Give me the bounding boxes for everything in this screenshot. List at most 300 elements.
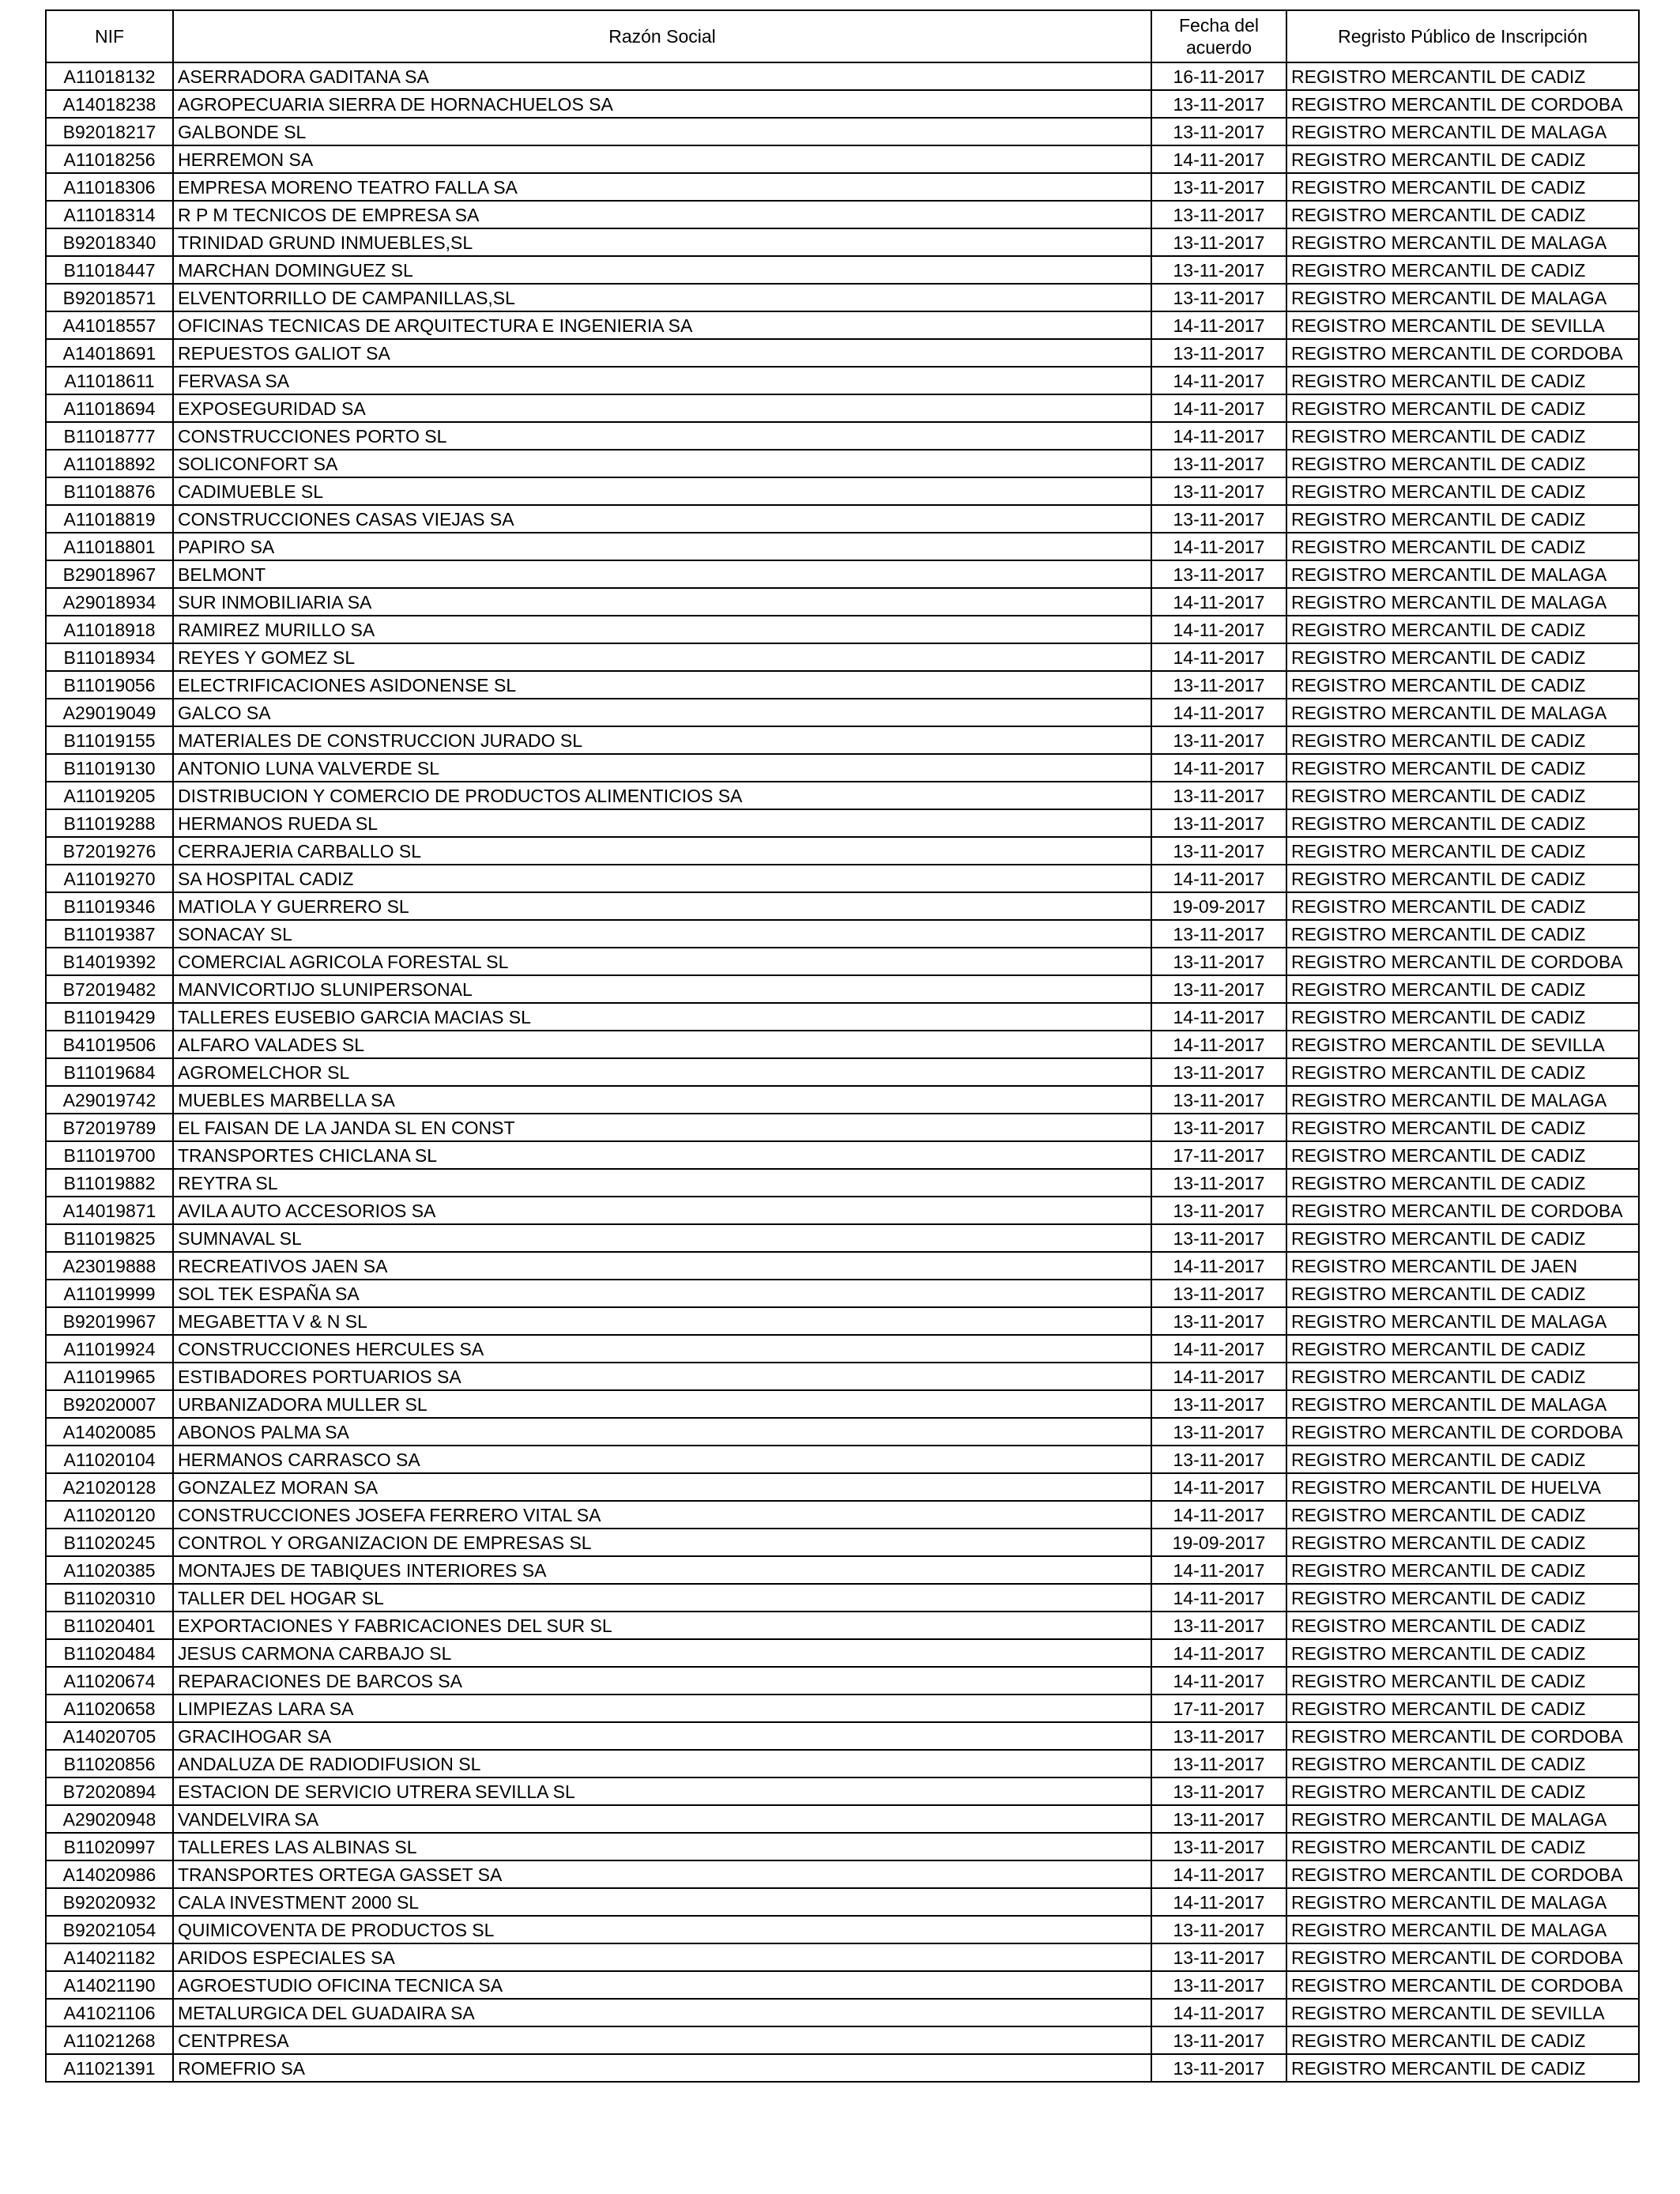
table-row [46, 920, 1639, 948]
cell-nif: B41019506 [46, 1031, 173, 1058]
cell-registro: REGISTRO MERCANTIL DE SEVILLA [1286, 311, 1639, 339]
cell-registro: REGISTRO MERCANTIL DE CADIZ [1286, 809, 1639, 837]
cell-nif: A14021190 [46, 1971, 173, 1999]
cell-nif: A41018557 [46, 311, 173, 339]
table-row [46, 1999, 1639, 2026]
cell-nif: B72019276 [46, 837, 173, 865]
cell-fecha-acuerdo: 14-11-2017 [1151, 394, 1286, 422]
cell-registro: REGISTRO MERCANTIL DE CADIZ [1286, 1141, 1639, 1169]
cell-fecha-acuerdo: 13-11-2017 [1151, 1418, 1286, 1446]
cell-fecha-acuerdo: 13-11-2017 [1151, 201, 1286, 228]
cell-razon-social: CENTPRESA [173, 2026, 1151, 2054]
cell-razon-social: VANDELVIRA SA [173, 1805, 1151, 1833]
cell-fecha-acuerdo: 13-11-2017 [1151, 505, 1286, 533]
header-fecha-acuerdo [1151, 10, 1286, 62]
cell-registro: REGISTRO MERCANTIL DE MALAGA [1286, 284, 1639, 311]
cell-registro: REGISTRO MERCANTIL DE CADIZ [1286, 367, 1639, 394]
cell-razon-social: TRANSPORTES CHICLANA SL [173, 1141, 1151, 1169]
table-row [46, 62, 1639, 90]
cell-razon-social: EL FAISAN DE LA JANDA SL EN CONST [173, 1114, 1151, 1141]
table-row [46, 1584, 1639, 1612]
cell-razon-social: EXPORTACIONES Y FABRICACIONES DEL SUR SL [173, 1612, 1151, 1639]
table-row [46, 865, 1639, 892]
table-row [46, 533, 1639, 560]
cell-razon-social: CONSTRUCCIONES PORTO SL [173, 422, 1151, 450]
cell-razon-social: AGROMELCHOR SL [173, 1058, 1151, 1086]
cell-registro: REGISTRO MERCANTIL DE CORDOBA [1286, 1860, 1639, 1888]
header-razon-social: Razón Social [173, 10, 1151, 62]
cell-registro: REGISTRO MERCANTIL DE CADIZ [1286, 1750, 1639, 1777]
cell-registro: REGISTRO MERCANTIL DE CADIZ [1286, 671, 1639, 699]
cell-fecha-acuerdo: 14-11-2017 [1151, 1667, 1286, 1695]
table-row [46, 1833, 1639, 1860]
cell-registro: REGISTRO MERCANTIL DE CADIZ [1286, 1639, 1639, 1667]
cell-nif: B72019789 [46, 1114, 173, 1141]
cell-nif: A11020674 [46, 1667, 173, 1695]
cell-razon-social: TRANSPORTES ORTEGA GASSET SA [173, 1860, 1151, 1888]
cell-razon-social: SA HOSPITAL CADIZ [173, 865, 1151, 892]
table-row [46, 2054, 1639, 2082]
table-row [46, 1860, 1639, 1888]
cell-nif: A11018132 [46, 62, 173, 90]
document-page [45, 9, 1638, 2083]
cell-fecha-acuerdo: 13-11-2017 [1151, 450, 1286, 477]
cell-registro: REGISTRO MERCANTIL DE CADIZ [1286, 1003, 1639, 1031]
cell-nif: A11018918 [46, 616, 173, 643]
cell-registro: REGISTRO MERCANTIL DE CADIZ [1286, 256, 1639, 284]
cell-registro: REGISTRO MERCANTIL DE CORDOBA [1286, 1943, 1639, 1971]
cell-nif: B11019056 [46, 671, 173, 699]
cell-razon-social: MARCHAN DOMINGUEZ SL [173, 256, 1151, 284]
cell-nif: A11018892 [46, 450, 173, 477]
table-row [46, 671, 1639, 699]
cell-nif: A14021182 [46, 1943, 173, 1971]
cell-registro: REGISTRO MERCANTIL DE CADIZ [1286, 1363, 1639, 1390]
table-row [46, 256, 1639, 284]
cell-razon-social: REPARACIONES DE BARCOS SA [173, 1667, 1151, 1695]
cell-fecha-acuerdo: 16-11-2017 [1151, 62, 1286, 90]
table-row [46, 1169, 1639, 1197]
cell-nif: A14018691 [46, 339, 173, 367]
cell-nif: A11018694 [46, 394, 173, 422]
table-row [46, 1086, 1639, 1114]
cell-razon-social: DISTRIBUCION Y COMERCIO DE PRODUCTOS ALIMENTICIOS SA [173, 782, 1151, 809]
cell-razon-social: REYTRA SL [173, 1169, 1151, 1197]
cell-registro: REGISTRO MERCANTIL DE MALAGA [1286, 228, 1639, 256]
table-row [46, 339, 1639, 367]
cell-fecha-acuerdo: 14-11-2017 [1151, 367, 1286, 394]
cell-nif: B92020932 [46, 1888, 173, 1916]
cell-fecha-acuerdo: 13-11-2017 [1151, 1805, 1286, 1833]
cell-registro: REGISTRO MERCANTIL DE MALAGA [1286, 560, 1639, 588]
cell-razon-social: OFICINAS TECNICAS DE ARQUITECTURA E INGENIERIA SA [173, 311, 1151, 339]
header-row [46, 10, 1639, 62]
table-row [46, 1031, 1639, 1058]
cell-registro: REGISTRO MERCANTIL DE CADIZ [1286, 62, 1639, 90]
header-nif: NIF [46, 10, 173, 62]
cell-registro: REGISTRO MERCANTIL DE CADIZ [1286, 1058, 1639, 1086]
header-fecha-line2: acuerdo [1185, 37, 1252, 58]
cell-razon-social: GRACIHOGAR SA [173, 1722, 1151, 1750]
cell-razon-social: GALCO SA [173, 699, 1151, 726]
cell-razon-social: LIMPIEZAS LARA SA [173, 1695, 1151, 1722]
cell-registro: REGISTRO MERCANTIL DE CADIZ [1286, 837, 1639, 865]
cell-nif: B92018340 [46, 228, 173, 256]
table-row [46, 394, 1639, 422]
table-row [46, 367, 1639, 394]
cell-registro: REGISTRO MERCANTIL DE CADIZ [1286, 1833, 1639, 1860]
cell-fecha-acuerdo: 13-11-2017 [1151, 1086, 1286, 1114]
cell-razon-social: AGROPECUARIA SIERRA DE HORNACHUELOS SA [173, 90, 1151, 118]
cell-nif: B11020484 [46, 1639, 173, 1667]
cell-fecha-acuerdo: 14-11-2017 [1151, 1031, 1286, 1058]
cell-fecha-acuerdo: 14-11-2017 [1151, 311, 1286, 339]
cell-nif: B11019700 [46, 1141, 173, 1169]
cell-razon-social: HERMANOS CARRASCO SA [173, 1446, 1151, 1473]
table-row [46, 616, 1639, 643]
table-row [46, 284, 1639, 311]
table-row [46, 1612, 1639, 1639]
cell-registro: REGISTRO MERCANTIL DE CADIZ [1286, 1667, 1639, 1695]
cell-registro: REGISTRO MERCANTIL DE CADIZ [1286, 1335, 1639, 1363]
cell-razon-social: CADIMUEBLE SL [173, 477, 1151, 505]
table-row [46, 1667, 1639, 1695]
table-row [46, 1971, 1639, 1999]
cell-fecha-acuerdo: 14-11-2017 [1151, 1860, 1286, 1888]
cell-razon-social: TALLERES LAS ALBINAS SL [173, 1833, 1151, 1860]
cell-registro: REGISTRO MERCANTIL DE CADIZ [1286, 1695, 1639, 1722]
cell-fecha-acuerdo: 13-11-2017 [1151, 1446, 1286, 1473]
cell-razon-social: MATERIALES DE CONSTRUCCION JURADO SL [173, 726, 1151, 754]
cell-registro: REGISTRO MERCANTIL DE CADIZ [1286, 892, 1639, 920]
cell-nif: B11019346 [46, 892, 173, 920]
cell-nif: B11018447 [46, 256, 173, 284]
cell-nif: A29020948 [46, 1805, 173, 1833]
cell-registro: REGISTRO MERCANTIL DE CADIZ [1286, 1224, 1639, 1252]
cell-fecha-acuerdo: 17-11-2017 [1151, 1695, 1286, 1722]
cell-nif: B11019387 [46, 920, 173, 948]
cell-nif: B11019825 [46, 1224, 173, 1252]
cell-nif: A11021268 [46, 2026, 173, 2054]
cell-nif: B92018217 [46, 118, 173, 145]
cell-registro: REGISTRO MERCANTIL DE CORDOBA [1286, 90, 1639, 118]
cell-nif: A11018314 [46, 201, 173, 228]
cell-razon-social: REPUESTOS GALIOT SA [173, 339, 1151, 367]
cell-fecha-acuerdo: 14-11-2017 [1151, 422, 1286, 450]
table-row [46, 477, 1639, 505]
table-row [46, 1529, 1639, 1556]
table-row [46, 1888, 1639, 1916]
table-row [46, 892, 1639, 920]
table-row [46, 1473, 1639, 1501]
cell-razon-social: EXPOSEGURIDAD SA [173, 394, 1151, 422]
cell-nif: A11020385 [46, 1556, 173, 1584]
cell-registro: REGISTRO MERCANTIL DE CADIZ [1286, 643, 1639, 671]
cell-razon-social: GALBONDE SL [173, 118, 1151, 145]
table-row [46, 2026, 1639, 2054]
cell-razon-social: AVILA AUTO ACCESORIOS SA [173, 1197, 1151, 1224]
cell-registro: REGISTRO MERCANTIL DE CADIZ [1286, 1612, 1639, 1639]
cell-nif: B92018571 [46, 284, 173, 311]
table-row [46, 450, 1639, 477]
cell-nif: A14019871 [46, 1197, 173, 1224]
cell-registro: REGISTRO MERCANTIL DE CORDOBA [1286, 948, 1639, 975]
cell-fecha-acuerdo: 13-11-2017 [1151, 2054, 1286, 2082]
cell-razon-social: FERVASA SA [173, 367, 1151, 394]
table-row [46, 422, 1639, 450]
table-row [46, 1307, 1639, 1335]
table-row [46, 754, 1639, 782]
cell-razon-social: HERMANOS RUEDA SL [173, 809, 1151, 837]
cell-fecha-acuerdo: 14-11-2017 [1151, 699, 1286, 726]
cell-nif: B92021054 [46, 1916, 173, 1943]
cell-fecha-acuerdo: 13-11-2017 [1151, 1722, 1286, 1750]
cell-razon-social: METALURGICA DEL GUADAIRA SA [173, 1999, 1151, 2026]
cell-nif: A11020104 [46, 1446, 173, 1473]
cell-razon-social: COMERCIAL AGRICOLA FORESTAL SL [173, 948, 1151, 975]
cell-fecha-acuerdo: 13-11-2017 [1151, 975, 1286, 1003]
cell-nif: B14019392 [46, 948, 173, 975]
cell-registro: REGISTRO MERCANTIL DE CADIZ [1286, 394, 1639, 422]
cell-registro: REGISTRO MERCANTIL DE MALAGA [1286, 1916, 1639, 1943]
table-row [46, 1003, 1639, 1031]
cell-registro: REGISTRO MERCANTIL DE CADIZ [1286, 1501, 1639, 1529]
table-row [46, 1556, 1639, 1584]
cell-fecha-acuerdo: 14-11-2017 [1151, 1556, 1286, 1584]
cell-razon-social: CALA INVESTMENT 2000 SL [173, 1888, 1151, 1916]
table-row [46, 560, 1639, 588]
cell-fecha-acuerdo: 13-11-2017 [1151, 1943, 1286, 1971]
cell-razon-social: ANDALUZA DE RADIODIFUSION SL [173, 1750, 1151, 1777]
cell-registro: REGISTRO MERCANTIL DE CADIZ [1286, 1777, 1639, 1805]
table-row [46, 1722, 1639, 1750]
cell-registro: REGISTRO MERCANTIL DE MALAGA [1286, 1390, 1639, 1418]
cell-nif: A11018801 [46, 533, 173, 560]
cell-razon-social: URBANIZADORA MULLER SL [173, 1390, 1151, 1418]
cell-registro: REGISTRO MERCANTIL DE CADIZ [1286, 505, 1639, 533]
cell-registro: REGISTRO MERCANTIL DE MALAGA [1286, 1805, 1639, 1833]
cell-registro: REGISTRO MERCANTIL DE CORDOBA [1286, 1722, 1639, 1750]
cell-fecha-acuerdo: 13-11-2017 [1151, 1197, 1286, 1224]
cell-razon-social: BELMONT [173, 560, 1151, 588]
cell-fecha-acuerdo: 13-11-2017 [1151, 1777, 1286, 1805]
cell-registro: REGISTRO MERCANTIL DE CADIZ [1286, 450, 1639, 477]
cell-razon-social: CONTROL Y ORGANIZACION DE EMPRESAS SL [173, 1529, 1151, 1556]
cell-registro: REGISTRO MERCANTIL DE CADIZ [1286, 145, 1639, 173]
table-row [46, 1141, 1639, 1169]
cell-fecha-acuerdo: 13-11-2017 [1151, 1169, 1286, 1197]
table-row [46, 1805, 1639, 1833]
cell-razon-social: PAPIRO SA [173, 533, 1151, 560]
cell-registro: REGISTRO MERCANTIL DE CADIZ [1286, 1446, 1639, 1473]
table-row [46, 1335, 1639, 1363]
table-row [46, 837, 1639, 865]
table-row [46, 948, 1639, 975]
cell-nif: B11019684 [46, 1058, 173, 1086]
cell-registro: REGISTRO MERCANTIL DE CORDOBA [1286, 1418, 1639, 1446]
cell-razon-social: SUR INMOBILIARIA SA [173, 588, 1151, 616]
cell-fecha-acuerdo: 14-11-2017 [1151, 865, 1286, 892]
cell-nif: B92020007 [46, 1390, 173, 1418]
cell-fecha-acuerdo: 14-11-2017 [1151, 1888, 1286, 1916]
table-row [46, 1777, 1639, 1805]
cell-razon-social: SONACAY SL [173, 920, 1151, 948]
table-row [46, 1114, 1639, 1141]
cell-razon-social: R P M TECNICOS DE EMPRESA SA [173, 201, 1151, 228]
cell-nif: B29018967 [46, 560, 173, 588]
cell-razon-social: REYES Y GOMEZ SL [173, 643, 1151, 671]
cell-nif: A29019742 [46, 1086, 173, 1114]
cell-razon-social: QUIMICOVENTA DE PRODUCTOS SL [173, 1916, 1151, 1943]
cell-fecha-acuerdo: 19-09-2017 [1151, 892, 1286, 920]
cell-razon-social: ELECTRIFICACIONES ASIDONENSE SL [173, 671, 1151, 699]
cell-nif: A11018611 [46, 367, 173, 394]
cell-nif: A29019049 [46, 699, 173, 726]
cell-nif: B11019429 [46, 1003, 173, 1031]
cell-registro: REGISTRO MERCANTIL DE MALAGA [1286, 588, 1639, 616]
cell-registro: REGISTRO MERCANTIL DE CADIZ [1286, 782, 1639, 809]
cell-nif: B11018934 [46, 643, 173, 671]
table-row [46, 1916, 1639, 1943]
cell-razon-social: HERREMON SA [173, 145, 1151, 173]
cell-fecha-acuerdo: 19-09-2017 [1151, 1529, 1286, 1556]
cell-nif: A21020128 [46, 1473, 173, 1501]
cell-fecha-acuerdo: 13-11-2017 [1151, 809, 1286, 837]
cell-razon-social: SUMNAVAL SL [173, 1224, 1151, 1252]
cell-razon-social: TRINIDAD GRUND INMUEBLES,SL [173, 228, 1151, 256]
cell-nif: B11019130 [46, 754, 173, 782]
cell-razon-social: CONSTRUCCIONES HERCULES SA [173, 1335, 1151, 1363]
cell-registro: REGISTRO MERCANTIL DE CADIZ [1286, 1556, 1639, 1584]
cell-fecha-acuerdo: 13-11-2017 [1151, 1307, 1286, 1335]
cell-razon-social: TALLERES EUSEBIO GARCIA MACIAS SL [173, 1003, 1151, 1031]
cell-razon-social: ELVENTORRILLO DE CAMPANILLAS,SL [173, 284, 1151, 311]
cell-registro: REGISTRO MERCANTIL DE MALAGA [1286, 118, 1639, 145]
header-fecha-line1: Fecha del [1178, 15, 1259, 36]
table-row [46, 782, 1639, 809]
cell-registro: REGISTRO MERCANTIL DE JAEN [1286, 1252, 1639, 1280]
cell-nif: A11018306 [46, 173, 173, 201]
cell-registro: REGISTRO MERCANTIL DE CADIZ [1286, 533, 1639, 560]
table-row [46, 1390, 1639, 1418]
cell-registro: REGISTRO MERCANTIL DE CADIZ [1286, 173, 1639, 201]
cell-nif: A11019270 [46, 865, 173, 892]
table-row [46, 1252, 1639, 1280]
cell-razon-social: MONTAJES DE TABIQUES INTERIORES SA [173, 1556, 1151, 1584]
cell-registro: REGISTRO MERCANTIL DE CADIZ [1286, 1584, 1639, 1612]
cell-fecha-acuerdo: 13-11-2017 [1151, 948, 1286, 975]
cell-nif: B72019482 [46, 975, 173, 1003]
cell-registro: REGISTRO MERCANTIL DE SEVILLA [1286, 1999, 1639, 2026]
cell-nif: B11020997 [46, 1833, 173, 1860]
cell-nif: B11020245 [46, 1529, 173, 1556]
cell-registro: REGISTRO MERCANTIL DE CADIZ [1286, 865, 1639, 892]
cell-registro: REGISTRO MERCANTIL DE MALAGA [1286, 699, 1639, 726]
table-row [46, 1639, 1639, 1667]
cell-fecha-acuerdo: 13-11-2017 [1151, 671, 1286, 699]
cell-fecha-acuerdo: 13-11-2017 [1151, 782, 1286, 809]
cell-registro: REGISTRO MERCANTIL DE CADIZ [1286, 201, 1639, 228]
cell-nif: B11018876 [46, 477, 173, 505]
cell-nif: A14018238 [46, 90, 173, 118]
cell-fecha-acuerdo: 13-11-2017 [1151, 256, 1286, 284]
cell-registro: REGISTRO MERCANTIL DE CADIZ [1286, 1529, 1639, 1556]
cell-fecha-acuerdo: 13-11-2017 [1151, 477, 1286, 505]
table-row [46, 1695, 1639, 1722]
cell-fecha-acuerdo: 14-11-2017 [1151, 1473, 1286, 1501]
cell-razon-social: CERRAJERIA CARBALLO SL [173, 837, 1151, 865]
cell-fecha-acuerdo: 14-11-2017 [1151, 1999, 1286, 2026]
table-row [46, 118, 1639, 145]
cell-fecha-acuerdo: 13-11-2017 [1151, 1916, 1286, 1943]
cell-fecha-acuerdo: 13-11-2017 [1151, 1390, 1286, 1418]
cell-razon-social: ARIDOS ESPECIALES SA [173, 1943, 1151, 1971]
cell-fecha-acuerdo: 14-11-2017 [1151, 1501, 1286, 1529]
cell-razon-social: EMPRESA MORENO TEATRO FALLA SA [173, 173, 1151, 201]
cell-fecha-acuerdo: 14-11-2017 [1151, 1363, 1286, 1390]
cell-fecha-acuerdo: 13-11-2017 [1151, 2026, 1286, 2054]
cell-nif: A14020986 [46, 1860, 173, 1888]
cell-registro: REGISTRO MERCANTIL DE CADIZ [1286, 754, 1639, 782]
cell-fecha-acuerdo: 13-11-2017 [1151, 1224, 1286, 1252]
table-row [46, 1418, 1639, 1446]
cell-fecha-acuerdo: 13-11-2017 [1151, 228, 1286, 256]
cell-razon-social: MANVICORTIJO SLUNIPERSONAL [173, 975, 1151, 1003]
cell-nif: B11019882 [46, 1169, 173, 1197]
cell-fecha-acuerdo: 14-11-2017 [1151, 1335, 1286, 1363]
cell-nif: B11020856 [46, 1750, 173, 1777]
table-row [46, 1363, 1639, 1390]
table-row [46, 1058, 1639, 1086]
table-row [46, 505, 1639, 533]
cell-fecha-acuerdo: 14-11-2017 [1151, 1003, 1286, 1031]
cell-fecha-acuerdo: 13-11-2017 [1151, 1114, 1286, 1141]
cell-fecha-acuerdo: 13-11-2017 [1151, 1612, 1286, 1639]
cell-razon-social: ABONOS PALMA SA [173, 1418, 1151, 1446]
cell-razon-social: ANTONIO LUNA VALVERDE SL [173, 754, 1151, 782]
cell-registro: REGISTRO MERCANTIL DE CORDOBA [1286, 1197, 1639, 1224]
table-row [46, 311, 1639, 339]
cell-registro: REGISTRO MERCANTIL DE CORDOBA [1286, 339, 1639, 367]
cell-razon-social: MATIOLA Y GUERRERO SL [173, 892, 1151, 920]
table-row [46, 228, 1639, 256]
cell-fecha-acuerdo: 13-11-2017 [1151, 1058, 1286, 1086]
cell-razon-social: RECREATIVOS JAEN SA [173, 1252, 1151, 1280]
cell-razon-social: GONZALEZ MORAN SA [173, 1473, 1151, 1501]
cell-registro: REGISTRO MERCANTIL DE CADIZ [1286, 1169, 1639, 1197]
cell-registro: REGISTRO MERCANTIL DE HUELVA [1286, 1473, 1639, 1501]
cell-registro: REGISTRO MERCANTIL DE MALAGA [1286, 1086, 1639, 1114]
cell-razon-social: ASERRADORA GADITANA SA [173, 62, 1151, 90]
table-row [46, 1750, 1639, 1777]
cell-fecha-acuerdo: 13-11-2017 [1151, 284, 1286, 311]
table-row [46, 1224, 1639, 1252]
cell-nif: B11019155 [46, 726, 173, 754]
cell-registro: REGISTRO MERCANTIL DE CADIZ [1286, 975, 1639, 1003]
cell-nif: B11019288 [46, 809, 173, 837]
cell-fecha-acuerdo: 13-11-2017 [1151, 118, 1286, 145]
cell-fecha-acuerdo: 13-11-2017 [1151, 1833, 1286, 1860]
table-row [46, 809, 1639, 837]
cell-fecha-acuerdo: 14-11-2017 [1151, 145, 1286, 173]
cell-fecha-acuerdo: 14-11-2017 [1151, 1584, 1286, 1612]
table-row [46, 173, 1639, 201]
cell-fecha-acuerdo: 13-11-2017 [1151, 1750, 1286, 1777]
cell-registro: REGISTRO MERCANTIL DE CORDOBA [1286, 1971, 1639, 1999]
cell-fecha-acuerdo: 13-11-2017 [1151, 90, 1286, 118]
cell-razon-social: ESTACION DE SERVICIO UTRERA SEVILLA SL [173, 1777, 1151, 1805]
table-header [46, 10, 1639, 62]
